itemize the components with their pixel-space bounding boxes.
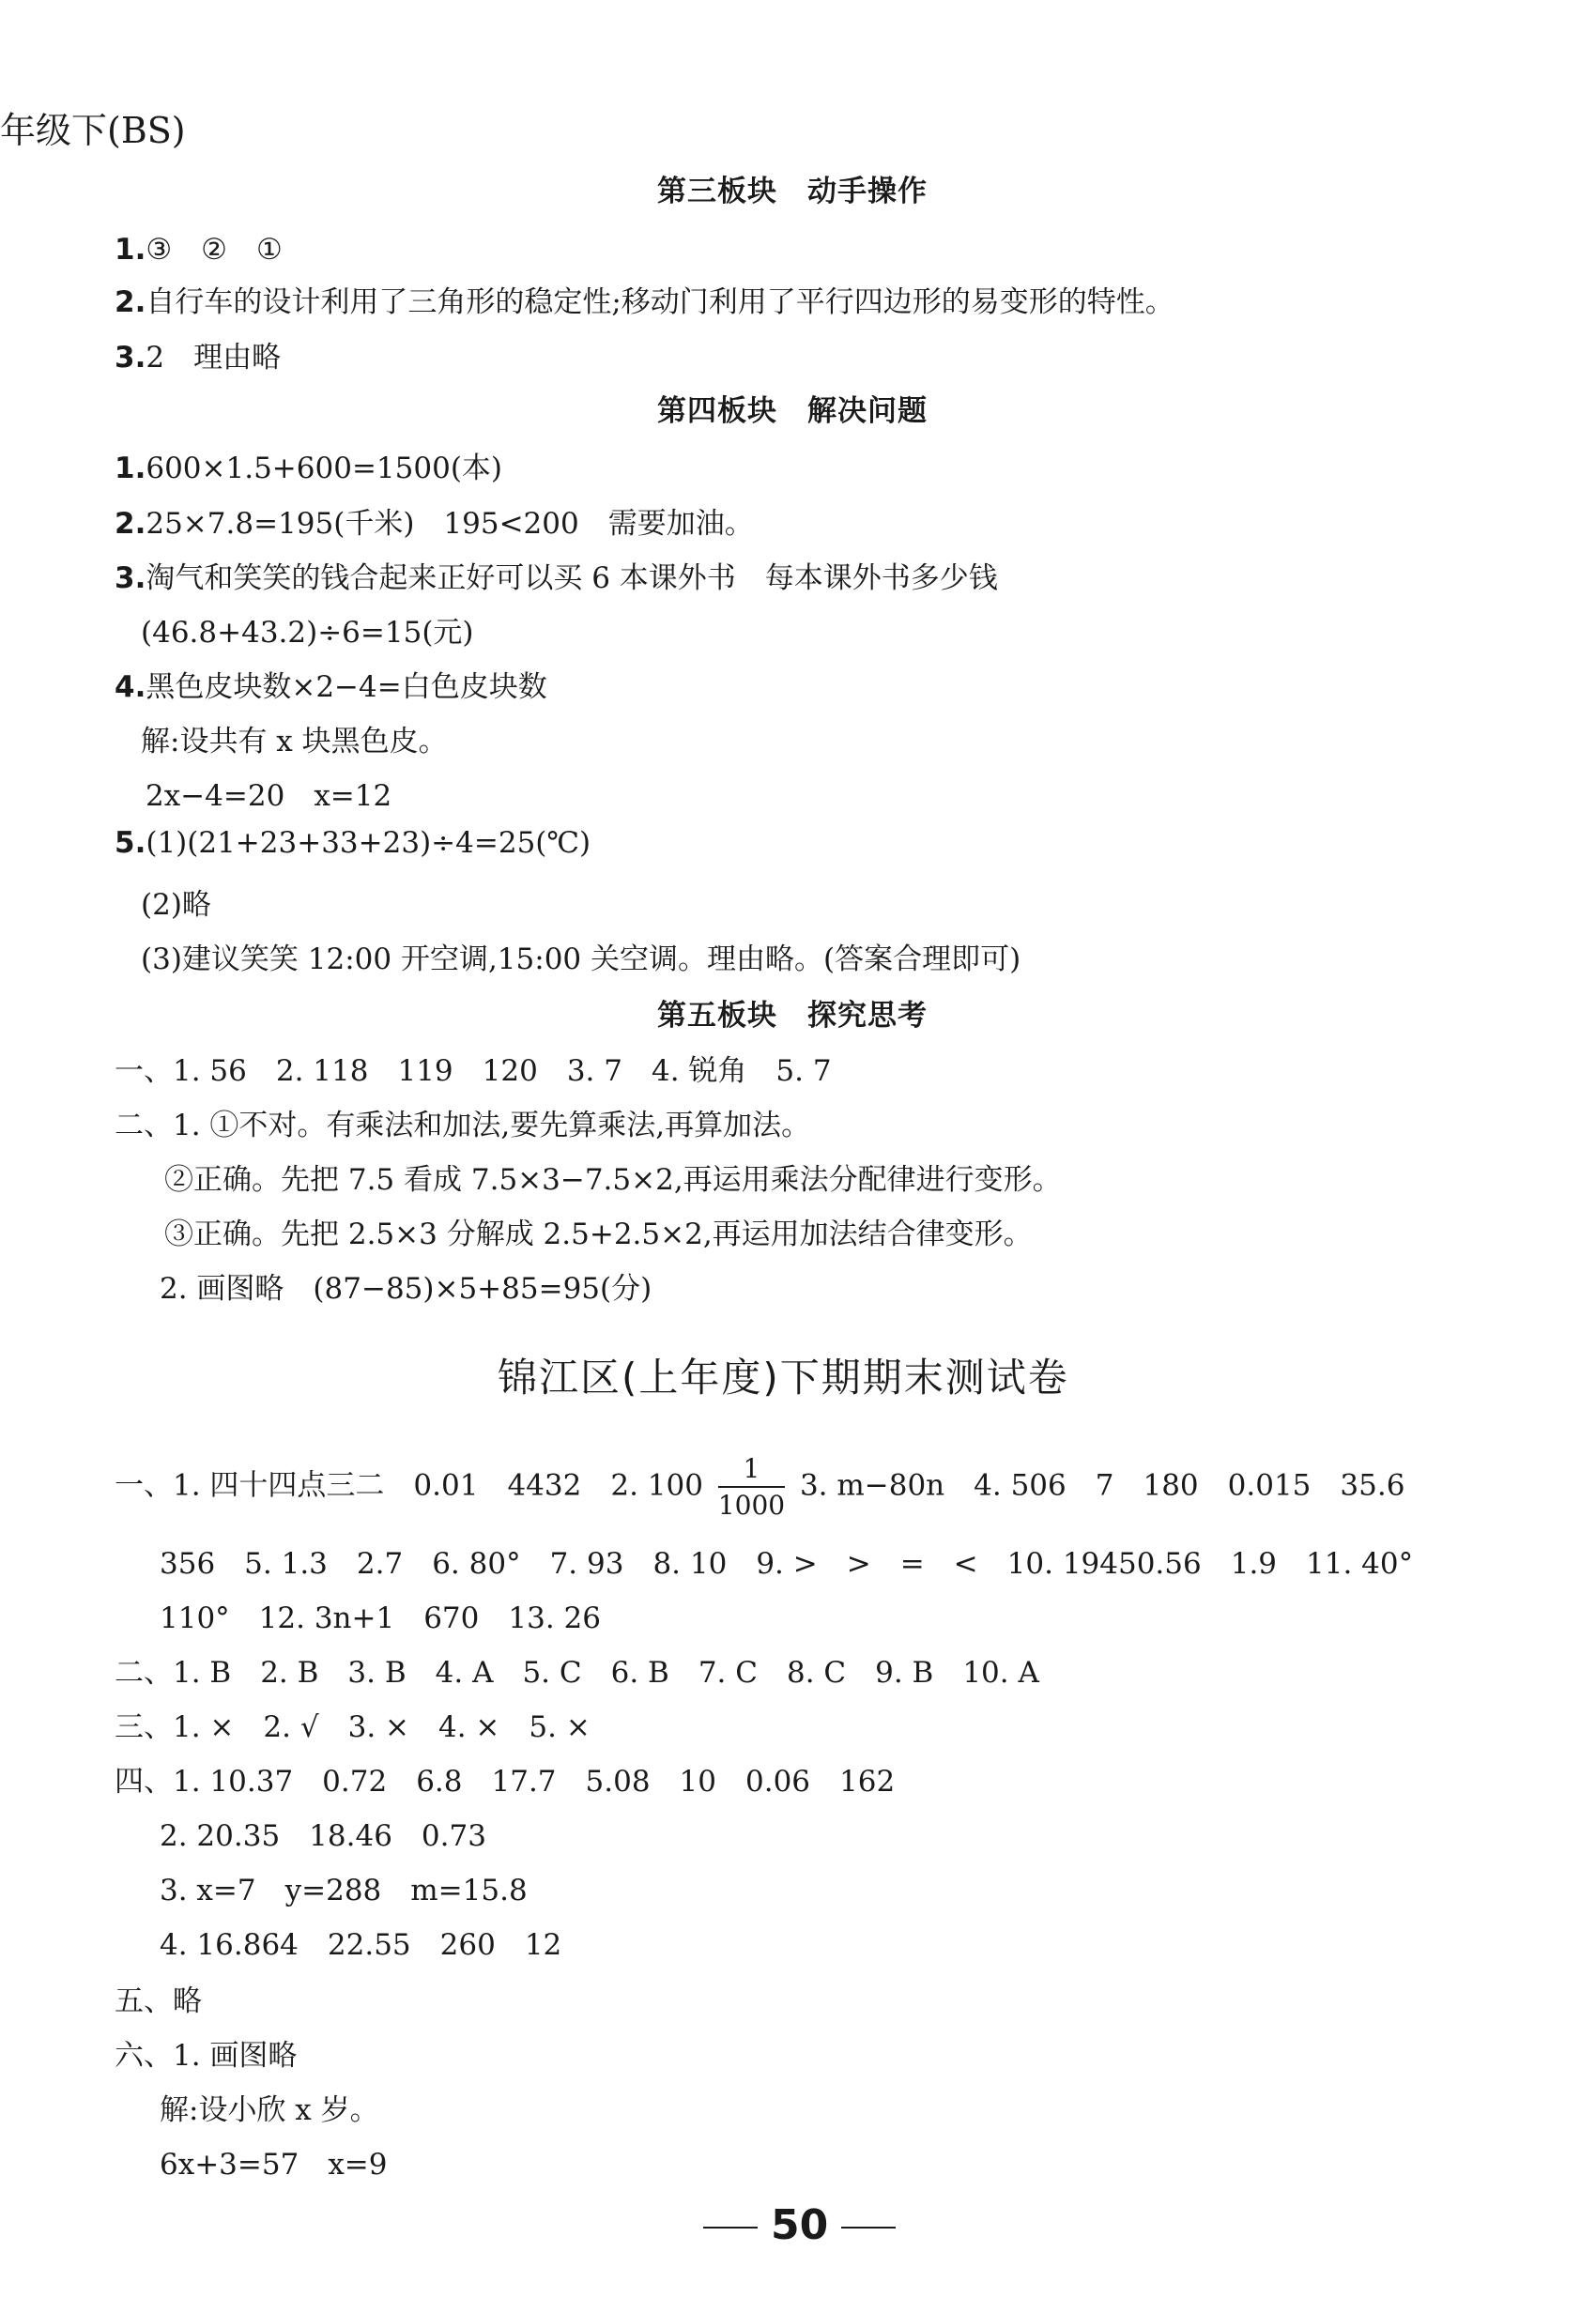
- running-header: 年级下(BS): [0, 110, 186, 151]
- answer-line: 二、1. ①不对。有乘法和加法,要先算乘法,再算加法。: [115, 1109, 811, 1142]
- section-heading-4: 第四板块 解决问题: [657, 394, 928, 428]
- answer-line: 4.黑色皮块数×2−4=白色皮块数: [115, 670, 547, 704]
- answer-line: 五、略: [115, 1984, 202, 2018]
- answer-line: 一、1. 56 2. 118 119 120 3. 7 4. 锐角 5. 7: [115, 1054, 832, 1088]
- answer-line: 3.淘气和笑笑的钱合起来正好可以买 6 本课外书 每本课外书多少钱: [115, 561, 998, 595]
- answer-line: 一、1. 四十四点三二 0.01 4432 2. 100 $\frac{1}{1000}$ 3. m−80n 4. 506 7 180 0.015 35.6: [115, 1453, 1405, 1521]
- answer-line: 110° 12. 3n+1 670 13. 26: [160, 1601, 601, 1635]
- answer-line: 2. 画图略 (87−85)×5+85=95(分): [160, 1272, 652, 1306]
- answer-line: 1.600×1.5+600=1500(本): [115, 452, 503, 485]
- answer-line: 2.自行车的设计利用了三角形的稳定性;移动门利用了平行四边形的易变形的特性。: [115, 285, 1174, 319]
- answer-line: ③正确。先把 2.5×3 分解成 2.5+2.5×2,再运用加法结合律变形。: [164, 1218, 1033, 1251]
- exam-title: 锦江区(上年度)下期期末测试卷: [498, 1355, 1069, 1401]
- answer-line: 5.(1)(21+23+33+23)÷4=25(℃): [115, 826, 591, 860]
- answer-line: 1.③ ② ①: [115, 233, 283, 267]
- answer-line: 四、1. 10.37 0.72 6.8 17.7 5.08 10 0.06 162: [115, 1765, 896, 1799]
- fraction: $\frac{1}{1000}$: [717, 1453, 786, 1521]
- answer-line: 356 5. 1.3 2.7 6. 80° 7. 93 8. 10 9. > > = < 10. 19450.56 1.9 11. 40°: [160, 1547, 1414, 1581]
- answer-line: 3.2 理由略: [115, 341, 282, 375]
- answer-line: ②正确。先把 7.5 看成 7.5×3−7.5×2,再运用乘法分配律进行变形。: [164, 1163, 1062, 1197]
- answer-line: 6x+3=57 x=9: [160, 2148, 388, 2182]
- answer-line: 2.25×7.8=195(千米) 195<200 需要加油。: [115, 507, 754, 541]
- page-number-rule-left: [703, 2227, 758, 2229]
- answer-line: 4. 16.864 22.55 260 12: [160, 1928, 562, 1962]
- answer-line: 解:设共有 x 块黑色皮。: [141, 725, 448, 758]
- answer-line: (3)建议笑笑 12:00 开空调,15:00 关空调。理由略。(答案合理即可): [141, 942, 1021, 976]
- page-number-rule-right: [841, 2227, 896, 2229]
- answer-line: (2)略: [141, 888, 211, 922]
- section-heading-3: 第三板块 动手操作: [657, 175, 928, 208]
- page-number: 50: [690, 2201, 909, 2249]
- answer-line: 三、1. × 2. √ 3. × 4. × 5. ×: [115, 1710, 591, 1744]
- section-heading-5: 第五板块 探究思考: [657, 999, 928, 1033]
- answer-line: (46.8+43.2)÷6=15(元): [141, 616, 474, 650]
- answer-line: 2x−4=20 x=12: [146, 779, 392, 813]
- answer-line: 六、1. 画图略: [115, 2039, 298, 2073]
- answer-line: 2. 20.35 18.46 0.73: [160, 1819, 486, 1853]
- answer-line: 3. x=7 y=288 m=15.8: [160, 1874, 528, 1907]
- answer-line: 解:设小欣 x 岁。: [160, 2093, 379, 2127]
- answer-line: 二、1. B 2. B 3. B 4. A 5. C 6. B 7. C 8. C 9. B 10. A: [115, 1656, 1039, 1690]
